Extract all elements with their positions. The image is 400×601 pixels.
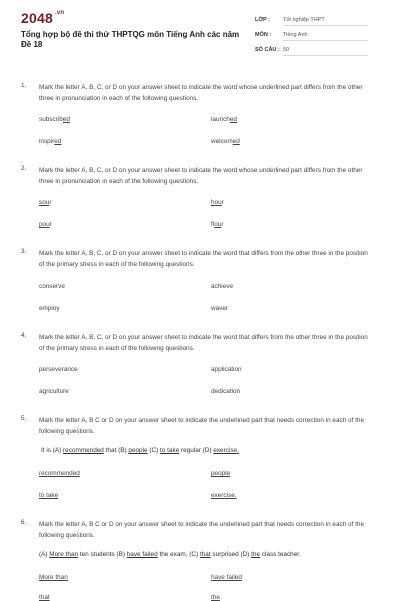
- option-a[interactable]: perseverance: [39, 366, 78, 373]
- meta-class-label: LỚP :: [255, 17, 270, 23]
- document-header: [0, 0, 400, 64]
- meta-subject: [255, 32, 368, 41]
- option-a[interactable]: sour: [39, 199, 52, 206]
- option-b[interactable]: hour: [211, 199, 224, 206]
- option-c[interactable]: pour: [39, 221, 52, 228]
- option-b[interactable]: achieve: [211, 283, 234, 290]
- question-number: 4.: [21, 332, 27, 339]
- question-prompt: Mark the letter A, B, C, or D on your answer sheet to indicate the word that differs from the other three in the position of the primary stress in each of the following questions.: [39, 250, 368, 268]
- question-sentence: It is (A) recommended that (B) people (C) to take regular (D) exercise.: [41, 447, 239, 454]
- meta-count-value: 50: [283, 47, 368, 56]
- meta-subject-value: Tiếng Anh: [283, 32, 368, 41]
- option-d[interactable]: flour: [211, 221, 224, 228]
- option-c[interactable]: employ: [39, 305, 60, 312]
- option-a[interactable]: subscribed: [39, 116, 70, 123]
- question-number: 2.: [21, 165, 27, 172]
- exam-title-line2: Đề 18: [21, 40, 43, 49]
- option-a[interactable]: recommended: [39, 470, 80, 477]
- meta-class-value: Tốt nghiệp THPT: [283, 17, 368, 26]
- option-c[interactable]: inspired: [39, 138, 62, 145]
- option-d[interactable]: the: [211, 594, 220, 601]
- option-d[interactable]: exercise.: [211, 492, 237, 499]
- question-number: 3.: [21, 248, 27, 255]
- option-b[interactable]: application: [211, 366, 242, 373]
- question-prompt: Mark the letter A, B C or D on your answer sheet to indicate the underlined part that needs correction in each of the following questions.: [39, 521, 365, 539]
- option-c[interactable]: agriculture: [39, 388, 69, 395]
- option-c[interactable]: that: [39, 594, 50, 601]
- question-prompt: Mark the letter A, B, C, or D on your answer sheet to indicate the word whose underlined part differs from the other three in pronunciation in each of the following questions.: [39, 167, 363, 185]
- question-prompt: Mark the letter A, B, C, or D on your answer sheet to indicate the word whose underlined part differs from the other three in pronunciation in each of the following questions.: [39, 84, 363, 102]
- question-number: 6.: [21, 519, 27, 526]
- meta-class: [255, 17, 368, 26]
- exam-title: [21, 30, 241, 50]
- option-a[interactable]: conserve: [39, 283, 65, 290]
- option-b[interactable]: people: [211, 470, 231, 477]
- logo-text: 2048: [21, 10, 53, 26]
- exam-title-line1: Tổng hợp bộ đề thi thử THPTQG môn Tiếng Anh các năm: [21, 30, 240, 39]
- question-sentence: (A) More than ten students (B) have failed the exam, (C) that surprised (D) the class teacher.: [39, 551, 301, 558]
- option-d[interactable]: welcomed: [211, 138, 240, 145]
- logo-domain: .vn: [54, 10, 65, 16]
- question-number: 1.: [21, 82, 27, 89]
- meta-count-label: SỐ CÂU :: [255, 47, 280, 53]
- option-d[interactable]: waver: [211, 305, 229, 312]
- option-b[interactable]: launched: [211, 116, 237, 123]
- question-number: 5.: [21, 415, 27, 422]
- meta-count: [255, 47, 368, 56]
- option-d[interactable]: dedication: [211, 388, 241, 395]
- meta-subject-label: MÔN :: [255, 32, 272, 38]
- option-c[interactable]: to take: [39, 492, 59, 499]
- question-prompt: Mark the letter A, B C or D on your answer sheet to indicate the underlined part that needs correction in each of the following questions.: [39, 417, 365, 435]
- site-logo[interactable]: [21, 10, 64, 26]
- question-prompt: Mark the letter A, B, C, or D on your answer sheet to indicate the word that differs from the other three in the position of the primary stress in each of the following questions.: [39, 334, 368, 352]
- option-a[interactable]: More than: [39, 574, 68, 581]
- option-b[interactable]: have failed: [211, 574, 242, 581]
